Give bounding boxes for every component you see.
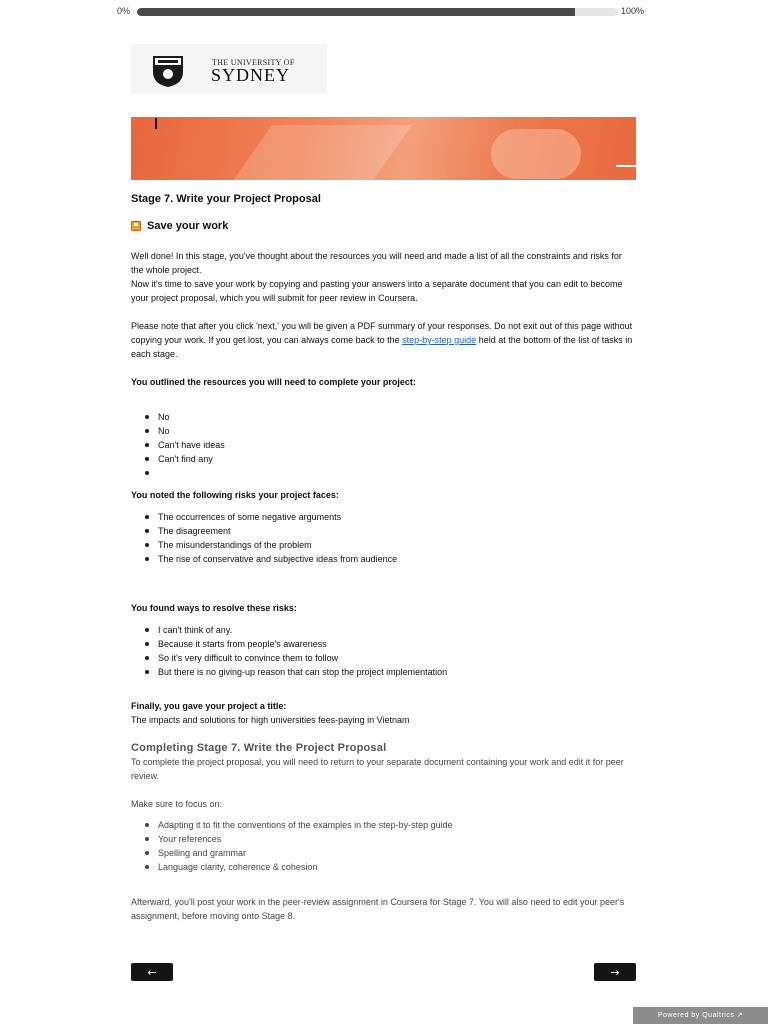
step-by-step-guide-link[interactable]: step-by-step guide [402, 335, 477, 345]
list-item: Can't find any [158, 452, 636, 466]
list-item [158, 466, 636, 480]
list-item: The misunderstandings of the problem [158, 538, 636, 552]
list-item: Because it starts from people's awareness [158, 637, 636, 651]
logo-line1: THE UNIVERSITY OF [212, 58, 295, 67]
intro-line1: Well done! In this stage, you've thought about the resources you will need and made a list of all the constraints and risks for the whole project. [131, 251, 622, 275]
focus-list [131, 818, 636, 874]
completing-section [131, 741, 636, 923]
list-item: No [158, 424, 636, 438]
list-item: So it's very difficult to convince them to follow [158, 651, 636, 665]
powered-by-qualtrics-link[interactable]: Powered by Qualtrics ↗ [633, 1007, 768, 1024]
list-item: Spelling and grammar [158, 846, 636, 860]
floppy-disk-icon [131, 221, 141, 231]
banner-hand-shape [491, 129, 581, 179]
main-content [131, 191, 636, 923]
completing-paragraph: To complete the project proposal, you will need to return to your separate document containing your work and edit it for peer review. [131, 757, 624, 781]
list-item: Language clarity, coherence & cohesion [158, 860, 636, 874]
risks-heading: You noted the following risks your project faces: [131, 490, 339, 500]
progress-fill [137, 8, 575, 16]
banner-edge-line [616, 165, 636, 167]
note-before: Please note that after you click 'next,' you will be given a PDF summary of your responses. Do not exit out of this page without copying your work. If you get lost, you can always come back to the [131, 321, 633, 345]
afterward-paragraph: Afterward, you'll post your work in the peer-review assignment in Coursera for Stage 7. You will also need to edit your peer's assignment, before moving onto Stage 8. [131, 897, 625, 921]
focus-label: Make sure to focus on: [131, 799, 223, 809]
progress-start-label: 0% [117, 6, 131, 16]
completing-heading: Completing Stage 7. Write the Project Proposal [131, 742, 387, 754]
note-after: held at the bottom of the list of tasks in each stage. [131, 335, 633, 359]
list-item: I can't think of any. [158, 623, 636, 637]
resolve-list [131, 623, 636, 679]
progress-bar [0, 0, 768, 22]
logo-line2: SYDNEY [211, 65, 291, 85]
next-button[interactable]: → [594, 963, 636, 981]
save-heading-text: Save your work [147, 219, 229, 232]
progress-end-label: 100% [621, 6, 645, 16]
title-heading: Finally, you gave your project a title: [131, 701, 287, 711]
project-title-value: The impacts and solutions for high universities fees-paying in Vietnam [131, 715, 410, 725]
list-item: Adapting it to fit the conventions of the examples in the step-by-step guide [158, 818, 636, 832]
header-banner-image [131, 117, 636, 180]
banner-laptop-shape [230, 125, 412, 180]
risks-list [131, 510, 636, 566]
crest-icon [151, 54, 185, 88]
resources-list [131, 410, 636, 480]
university-logo [131, 44, 327, 94]
list-item: The disagreement [158, 524, 636, 538]
intro-line2: Now it's time to save your work by copying and pasting your answers into a separate document that you can edit to become your project proposal, which you will submit for peer review in Coursera. [131, 279, 623, 303]
back-button[interactable]: ← [131, 963, 173, 981]
banner-mark [155, 118, 157, 129]
list-item: No [158, 410, 636, 424]
list-item: The rise of conservative and subjective ideas from audience [158, 552, 636, 566]
progress-track [137, 8, 618, 16]
note-paragraph [131, 319, 636, 361]
resources-heading: You outlined the resources you will need to complete your project: [131, 377, 416, 387]
list-item: The occurrences of some negative arguments [158, 510, 636, 524]
save-heading [131, 218, 636, 233]
page-title: Stage 7. Write your Project Proposal [131, 193, 321, 205]
list-item: But there is no giving-up reason that can stop the project implementation [158, 665, 636, 679]
list-item: Your references [158, 832, 636, 846]
resolve-heading: You found ways to resolve these risks: [131, 603, 297, 613]
list-item: Can't have ideas [158, 438, 636, 452]
